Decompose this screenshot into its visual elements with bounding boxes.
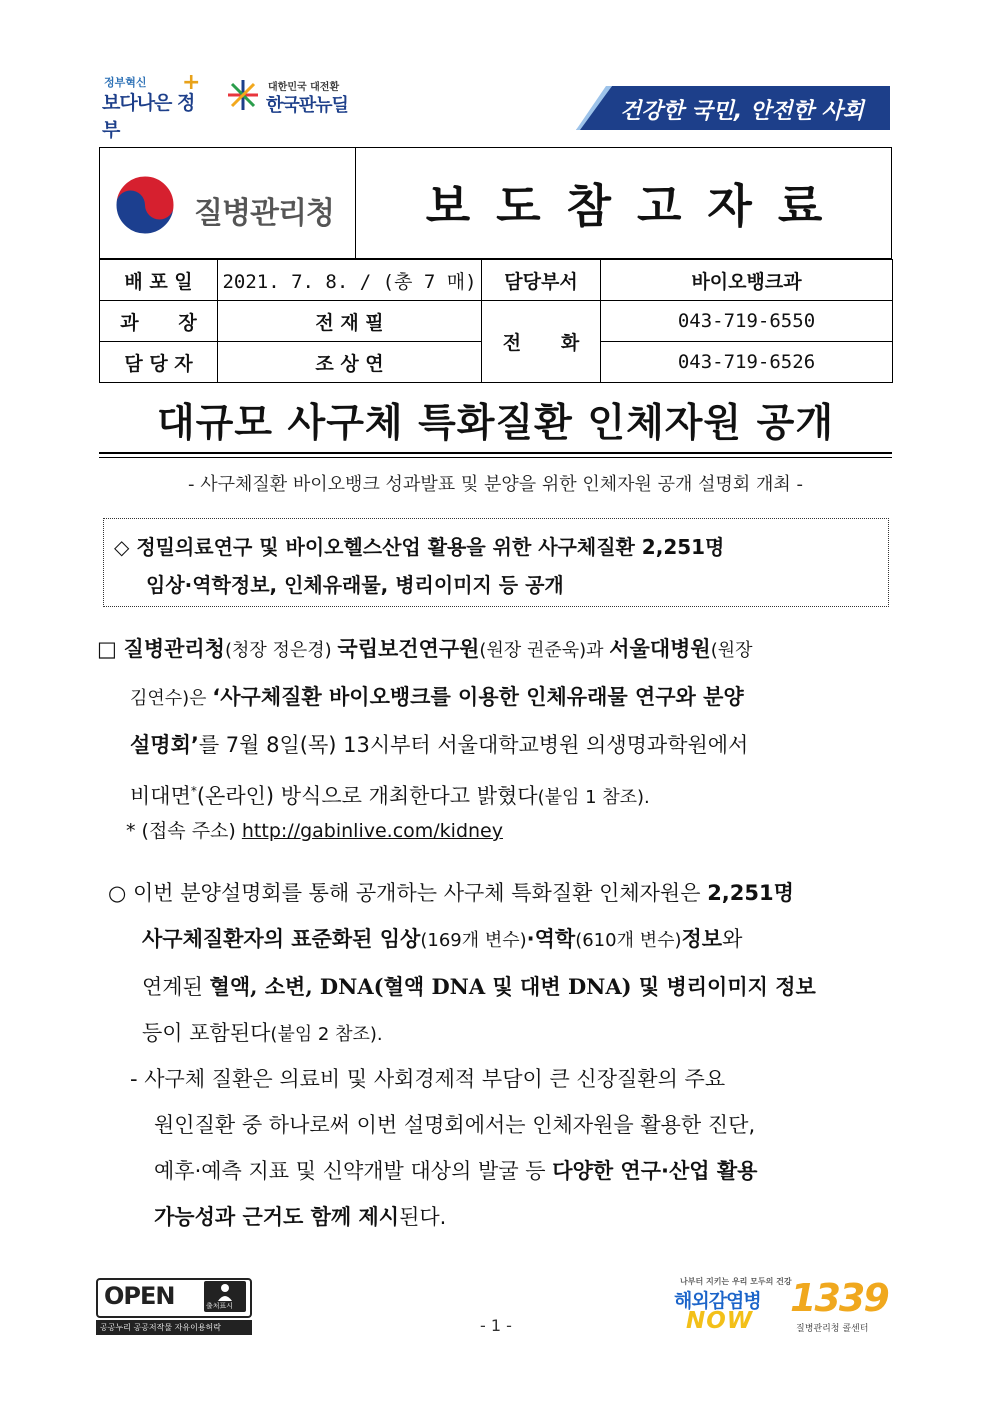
paragraph-2-line-4: [108, 1010, 898, 1058]
phone-1: 043-719-6550: [601, 301, 893, 342]
staff-value: 조 상 연: [218, 342, 482, 383]
text-and: 와: [722, 927, 743, 951]
text-agency-head: (청장 정은경): [224, 640, 338, 661]
info-table: [99, 259, 893, 383]
dist-date-value: 2021. 7. 8. / (총 7 매): [218, 260, 482, 301]
text-head-name: 김연수)은: [130, 688, 213, 709]
summary-line-2: 임상·역학정보, 인체유래물, 병리이미지 등 공개: [146, 573, 564, 597]
text-research-use: 다양한 연구·산업 활용: [552, 1159, 758, 1183]
kdca-logo: [114, 174, 352, 236]
kogl-bar: 공공누리 공공저작물 자유이용허락: [96, 1320, 252, 1335]
paragraph-3-line-3: [130, 1148, 898, 1194]
headline-rule: [99, 452, 892, 454]
chief-label: 과 장: [100, 301, 218, 342]
paragraph-2-line-2: [108, 916, 898, 964]
text-included: 등이 포함된다: [142, 1021, 271, 1045]
doc-type-title: 보도참고자료: [425, 179, 849, 233]
gov-innovation-logo: [100, 70, 210, 141]
circle-bullet: ○: [108, 881, 127, 905]
summary-line-1: ◇ 정밀의료연구 및 바이오헬스산업 활용을 위한 사구체질환 2,251명: [114, 535, 725, 559]
travel-tagline: 나부터 지키는 우리 모두의 건강: [680, 1277, 792, 1286]
text-clinical: 사구체질환자의 표준화된 임상: [142, 927, 421, 951]
text-hospital-head: (원장: [710, 640, 753, 661]
paragraph-3-line-4: [130, 1194, 898, 1240]
text-attachment-ref: (붙임 1 참조).: [537, 787, 650, 808]
paragraph-3: [130, 1056, 898, 1240]
subheadline: - 사구체질환 바이오뱅크 성과발표 및 분양을 위한 인체자원 공개 설명회 개최 -: [188, 474, 803, 495]
dept-label: 담당부서: [482, 260, 601, 301]
paragraph-1-line-4: [97, 768, 897, 821]
taegeuk-icon: [114, 174, 176, 236]
footnote-mark: *: [190, 784, 197, 798]
text-online: 비대면: [130, 784, 191, 808]
korean-new-deal-logo: [226, 78, 376, 118]
text-epi: ·역학: [526, 927, 576, 951]
text-agency: 질병관리청: [123, 637, 225, 661]
phone-2: 043-719-6526: [601, 342, 893, 383]
kogl-open-logo: [96, 1278, 254, 1335]
new-deal-star-icon: [226, 78, 260, 112]
text-ending: 된다.: [399, 1205, 447, 1229]
call-number: 1339: [790, 1276, 888, 1320]
access-note: [126, 816, 503, 843]
text-p3-line-1: 사구체 질환은 의료비 및 사회경제적 부담이 큰 신장질환의 주요: [144, 1067, 726, 1091]
phone-label: 전 화: [482, 301, 601, 383]
paragraph-2-line-3: [108, 964, 898, 1010]
text-method: (온라인) 방식으로 개최한다고 밝혔다: [196, 784, 538, 808]
dash-bullet: -: [130, 1067, 138, 1091]
gov-logo-small-text: 정부혁신: [104, 76, 147, 89]
text-p3-line-2: 원인질환 중 하나로써 이번 설명회에서는 인체자원을 활용한 진단,: [154, 1113, 756, 1137]
text-evidence: 가능성과 근거도 함께 제시: [154, 1205, 400, 1229]
paragraph-2: [108, 870, 898, 1058]
table-row: [100, 301, 893, 342]
text-event-title-end: 설명회’: [130, 733, 199, 757]
text-samples: 혈액, 소변, DNA(혈액 DNA 및 대변 DNA) 및 병리이미지 정보: [209, 974, 816, 999]
travel-title: 해외감염병: [674, 1290, 761, 1312]
dist-date-label: 배 포 일: [100, 260, 218, 301]
page-number: - 1 -: [480, 1316, 512, 1335]
summary-box: [103, 518, 889, 607]
dept-value: 바이오뱅크과: [601, 260, 893, 301]
new-deal-small-text: 대한민국 대전환: [268, 82, 340, 93]
slogan-banner: [576, 84, 890, 132]
attribution-text: 출처표시: [206, 1302, 234, 1310]
call-center-logo: [790, 1276, 898, 1336]
text-count: 2,251명: [707, 881, 794, 905]
paragraph-1-line-2: [97, 674, 897, 722]
text-event-title: ‘사구체질환 바이오뱅크를 이용한 인체유래물 연구와 분양: [212, 685, 744, 709]
text-institute-head: (원장 권준욱)과: [479, 640, 610, 661]
call-caption: 질병관리청 콜센터: [796, 1324, 869, 1334]
overseas-infection-now-logo: [674, 1276, 792, 1336]
text-intro: 이번 분양설명회를 통해 공개하는 사구체 특화질환 인체자원은: [133, 881, 708, 905]
headline: 대규모 사구체 특화질환 인체자원 공개: [156, 401, 835, 446]
headline-rule-thin: [99, 457, 892, 458]
text-hospital: 서울대병원: [609, 637, 711, 661]
text-event-time: 를 7월 8일(목) 13시부터 서울대학교병원 의생명과학원에서: [198, 733, 749, 757]
staff-label: 담 당 자: [100, 342, 218, 383]
access-url-link[interactable]: http://gabinlive.com/kidney: [241, 820, 503, 842]
table-row: [100, 260, 893, 301]
agency-name: 질병관리청: [194, 196, 334, 231]
plus-icon: +: [182, 70, 201, 95]
new-deal-big-text: 한국판뉴딜: [266, 95, 348, 116]
open-word: OPEN: [104, 1282, 175, 1310]
gov-logo-big-text: 보다나은 정부: [102, 92, 195, 141]
text-linked: 연계된: [142, 975, 210, 999]
text-institute: 국립보건연구원: [337, 637, 480, 661]
text-info: 정보: [681, 927, 723, 951]
text-attachment-ref-2: (붙임 2 참조).: [270, 1024, 383, 1045]
text-p3-line-3: 예후·예측 지표 및 신약개발 대상의 발굴 등: [154, 1159, 553, 1183]
travel-now: NOW: [686, 1308, 754, 1334]
text-clinical-vars: (169개 변수): [420, 930, 527, 951]
chief-value: 전 재 필: [218, 301, 482, 342]
title-box: [99, 147, 892, 259]
paragraph-1-line-3: [97, 722, 897, 768]
paragraph-1: [97, 626, 897, 821]
slogan-text: 건강한 국민, 안전한 사회: [620, 99, 864, 124]
square-bullet: □: [97, 637, 117, 661]
access-note-prefix: * (접속 주소): [126, 820, 242, 842]
text-epi-vars: (610개 변수): [575, 930, 682, 951]
